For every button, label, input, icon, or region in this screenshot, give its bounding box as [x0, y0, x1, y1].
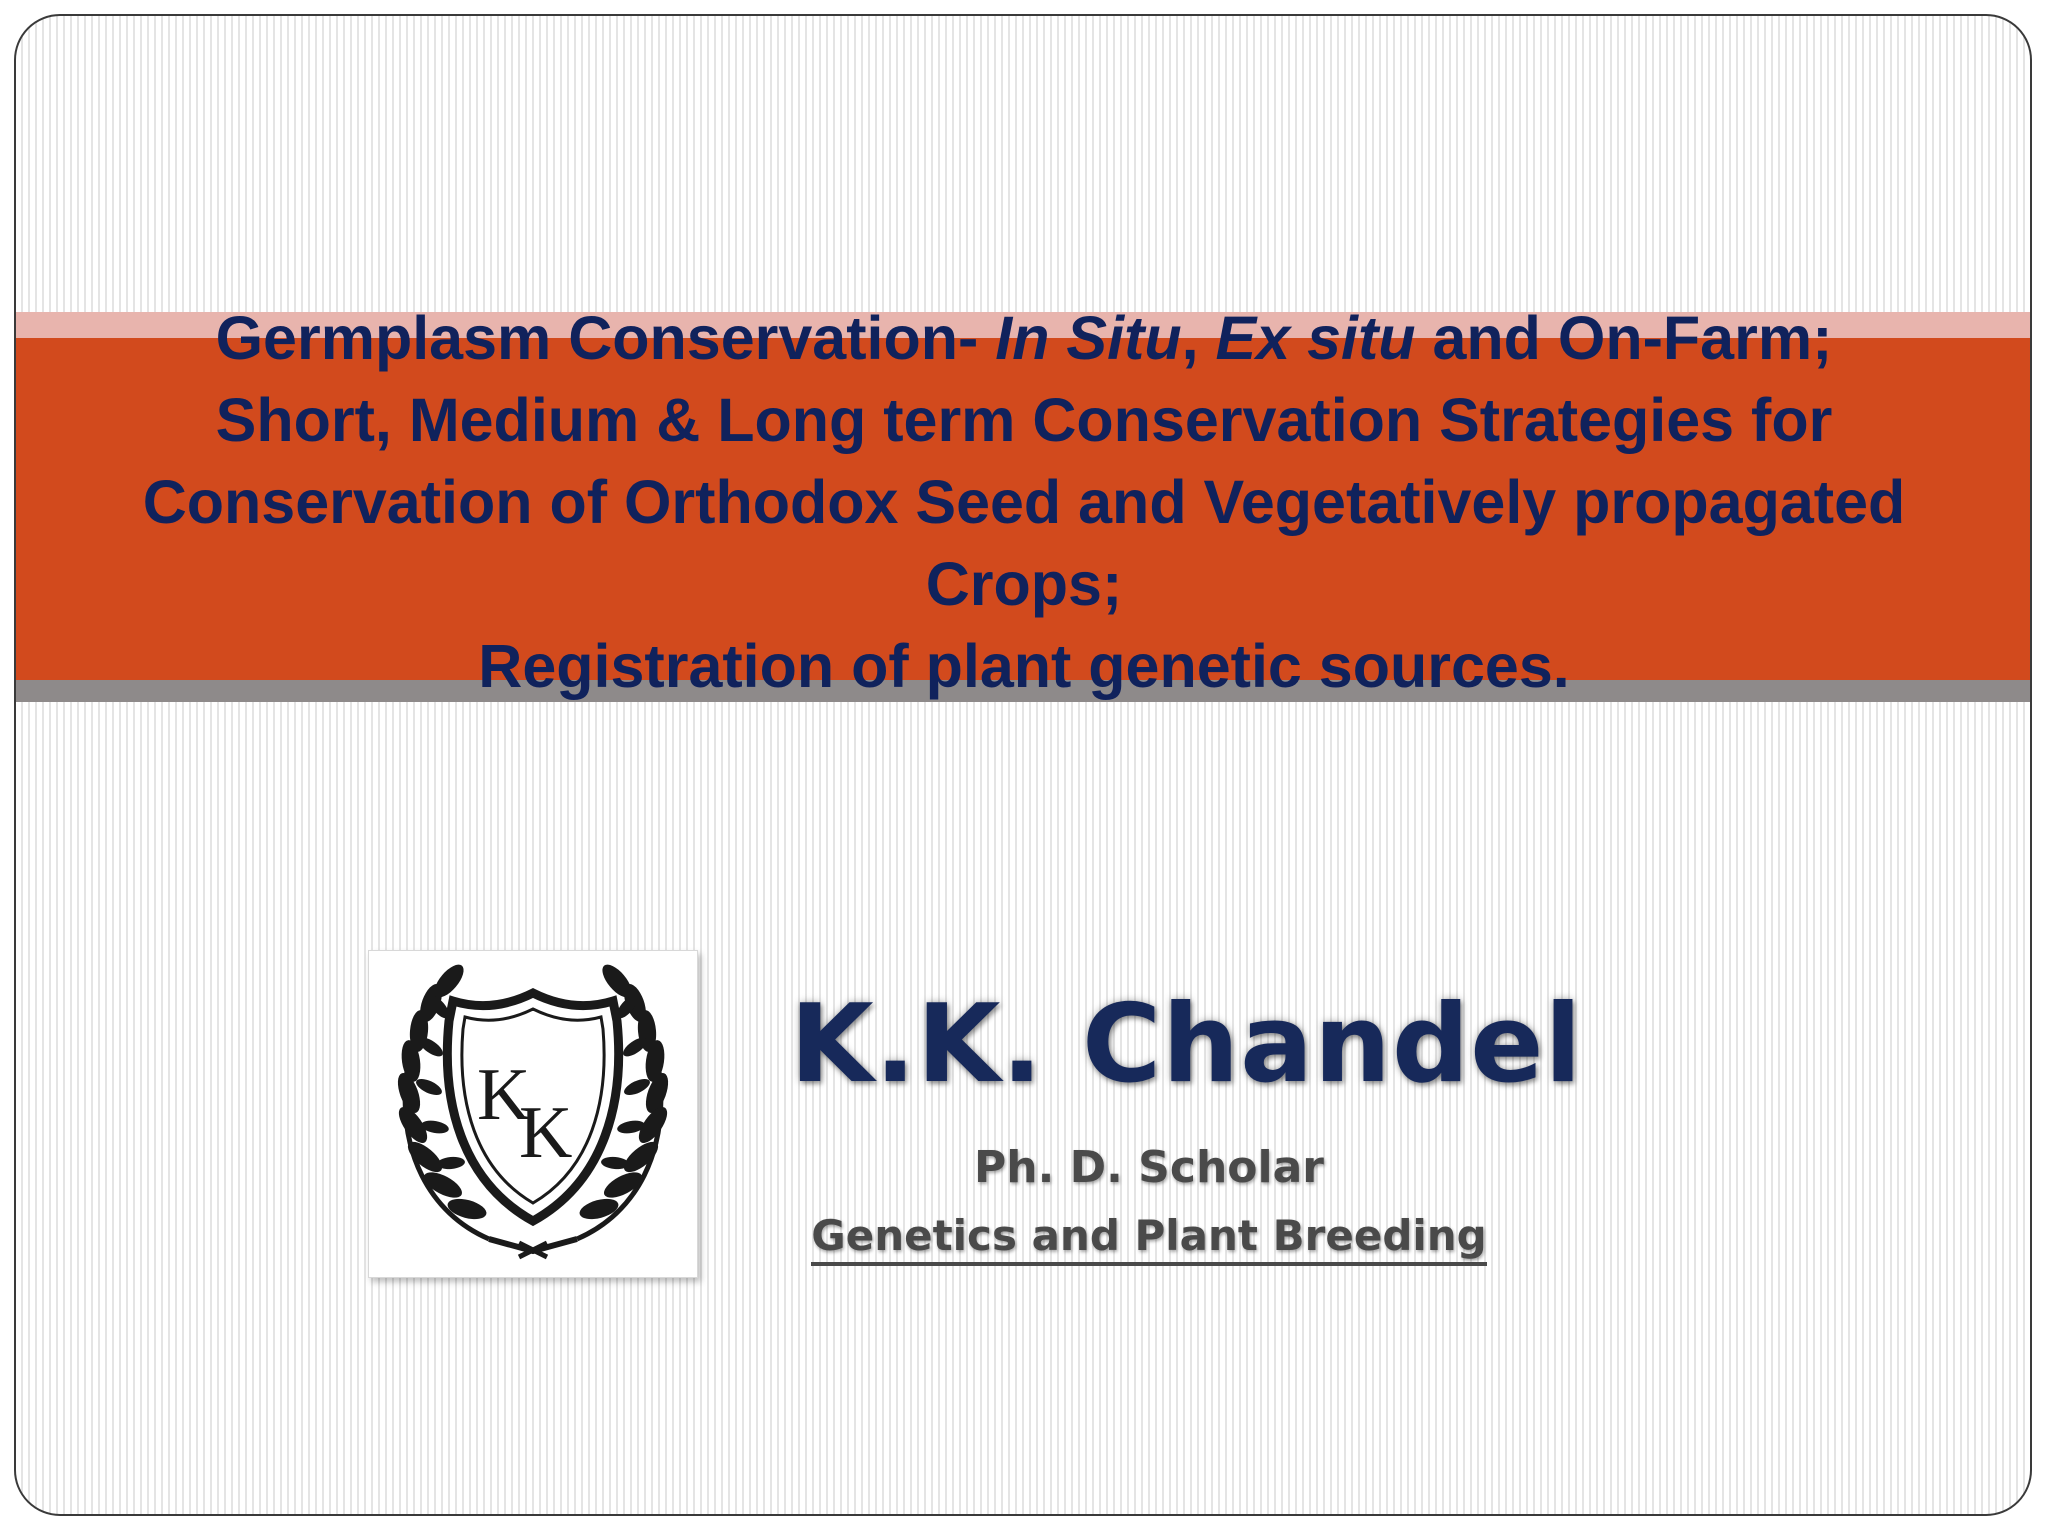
laurel-shield-icon: [369, 951, 697, 1277]
title-in-situ: In Situ: [995, 304, 1182, 372]
title-comma: ,: [1181, 304, 1216, 372]
author-degree: Ph. D. Scholar: [974, 1142, 1324, 1193]
title-line-1: [0, 297, 2048, 379]
title-line-2: Short, Medium & Long term Conservation Strategies for: [215, 386, 1833, 454]
title-line-5: Registration of plant genetic sources.: [478, 632, 1570, 700]
author-department-text: Genetics and Plant Breeding: [811, 1211, 1487, 1266]
kk-logo: [368, 950, 698, 1278]
logo-letter-k1: K: [477, 1054, 531, 1136]
title-line-1-text: Germplasm Conservation-: [215, 304, 996, 372]
title-ex-situ: Ex situ: [1215, 304, 1416, 372]
title-line-3: Conservation of Orthodox Seed and Vegetatively propagated: [142, 468, 1906, 536]
slide-title: [0, 297, 2048, 707]
title-on-farm: and On-Farm;: [1415, 304, 1833, 372]
logo-letter-k2: K: [519, 1092, 573, 1174]
author-name: K.K. Chandel: [790, 982, 1583, 1107]
title-line-4: Crops;: [925, 550, 1123, 618]
slide-frame: [14, 14, 2032, 1516]
author-department: [790, 1210, 1508, 1262]
